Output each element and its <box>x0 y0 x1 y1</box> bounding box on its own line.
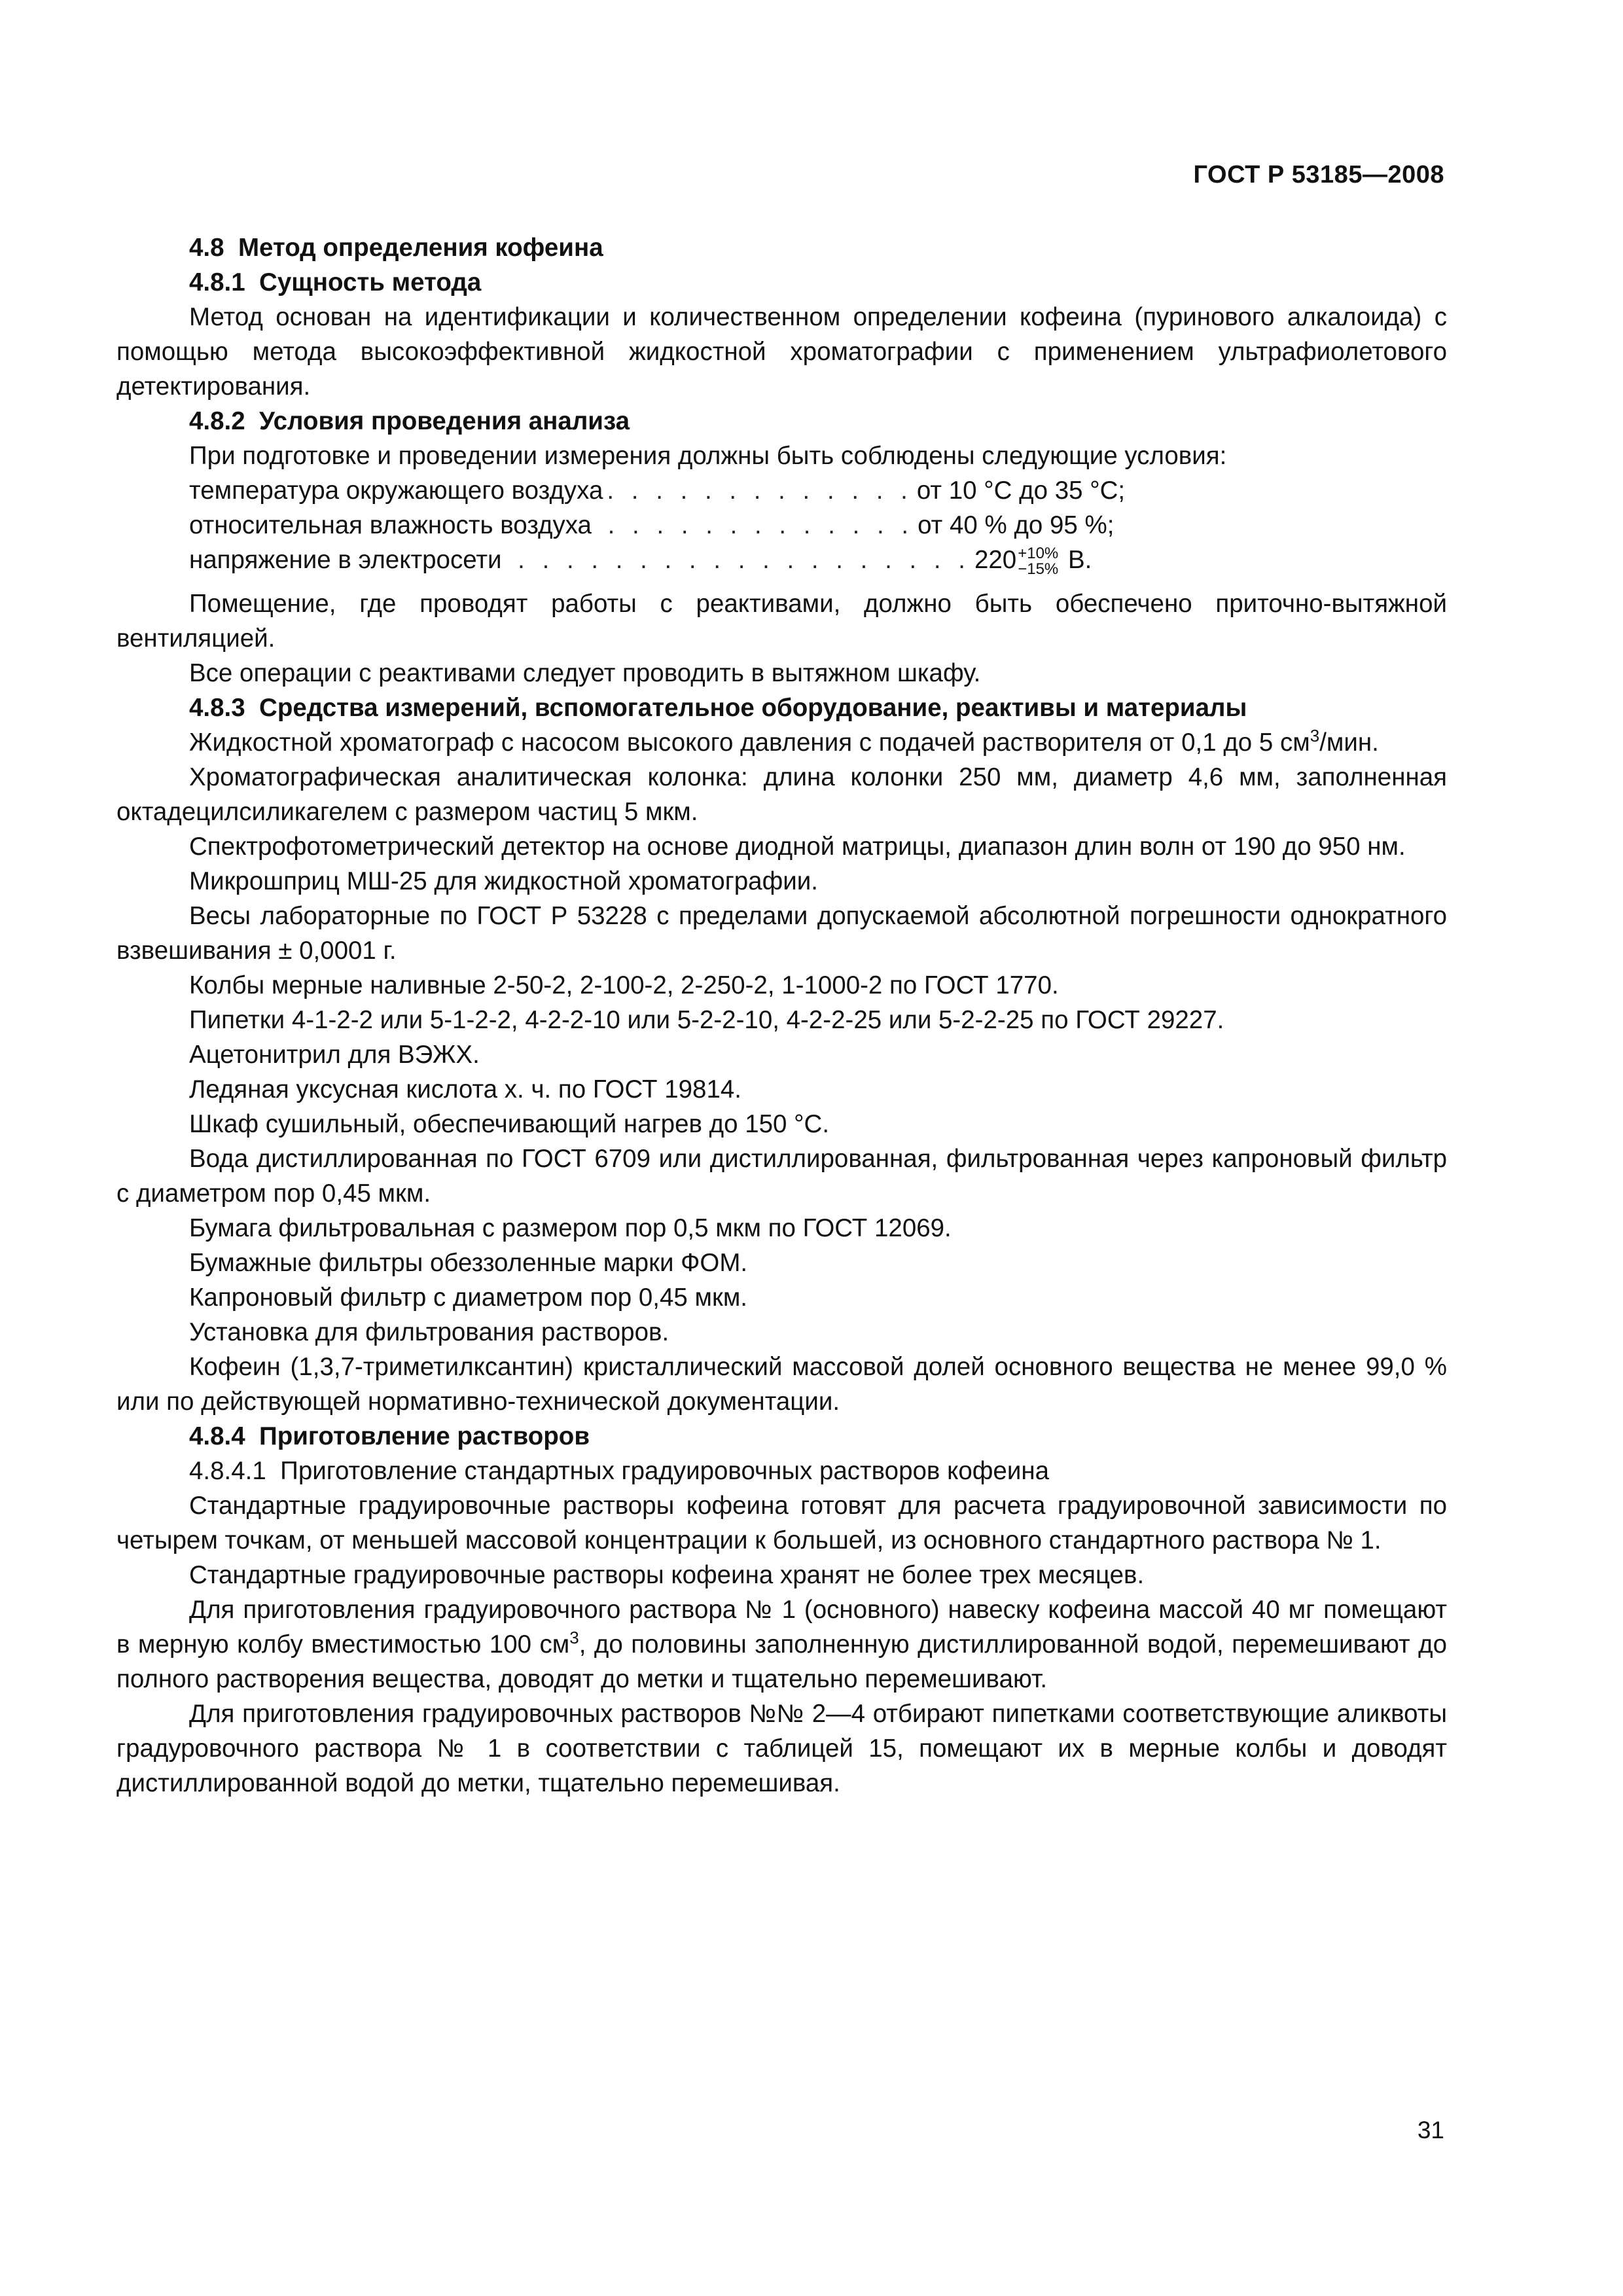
paragraph: Пипетки 4-1-2-2 или 5-1-2-2, 4-2-2-10 или 5-2-2-10, 4-2-2-25 или 5-2-2-25 по ГОСТ 29227. <box>189 1006 1224 1034</box>
document-body <box>116 230 1447 1801</box>
paragraph: Установка для фильтрования растворов. <box>189 1318 669 1346</box>
paragraph: Шкаф сушильный, обеспечивающий нагрев до 150 °С. <box>189 1110 830 1138</box>
paragraph: Колбы мерные наливные 2-50-2, 2-100-2, 2-250-2, 1-1000-2 по ГОСТ 1770. <box>189 971 1059 999</box>
subsection-heading-4-8-4-1 <box>116 1454 1447 1488</box>
section-heading-4-8-3 <box>116 691 1447 725</box>
condition-label: напряжение в электросети <box>189 546 502 574</box>
page-number: 31 <box>1417 2117 1444 2144</box>
section-number: 4.8 <box>189 234 224 262</box>
section-title: Средства измерений, вспомогательное оборудование, реактивы и материалы <box>259 694 1247 722</box>
section-title: Условия проведения анализа <box>259 407 630 435</box>
condition-row <box>189 543 1236 577</box>
voltage-unit: В. <box>1061 546 1092 574</box>
section-heading-4-8-1 <box>116 265 1447 300</box>
paragraph: Стандартные градуировочные растворы кофеина хранят не более трех месяцев. <box>189 1561 1145 1589</box>
paragraph: Вода дистиллированная по ГОСТ 6709 или дистиллированная, фильтрованная через капроновый фильтр с диаметром пор 0,45 мкм. <box>116 1145 1447 1208</box>
paragraph: Помещение, где проводят работы с реактивами, должно быть обеспечено приточно-вытяжной вентиляцией. <box>116 590 1447 653</box>
subsection-number: 4.8.4.1 <box>189 1457 266 1485</box>
dot-leader: . . . . . . . . . . . . . <box>607 476 913 505</box>
paragraph: Хроматографическая аналитическая колонка: длина колонки 250 мм, диаметр 4,6 мм, заполненная октадецилсиликагелем с размером частиц 5 мкм. <box>116 763 1447 826</box>
dot-leader: . . . . . . . . . . . . . <box>595 511 914 539</box>
paragraph <box>116 1592 1447 1696</box>
paragraph: Кофеин (1,3,7-триметилксантин) кристаллический массовой долей основного вещества не менее 99,0 % или по действующей нормативно-технической документации. <box>116 1353 1447 1416</box>
tolerance-upper: +10% <box>1018 544 1059 562</box>
dot-leader: . . . . . . . . . . . . . . . . . . . <box>505 546 971 574</box>
paragraph: Весы лабораторные по ГОСТ Р 53228 с пределами допускаемой абсолютной погрешности однократного взвешивания ± 0,0001 г. <box>116 902 1447 965</box>
paragraph: Спектрофотометрический детектор на основе диодной матрицы, диапазон длин волн от 190 до 950 нм. <box>189 833 1406 861</box>
text: Для приготовления градуировочного раствора № 1 (основного) навеску кофеина массой 40 мг помещают в мерную колбу вместимостью 100 см <box>116 1596 1447 1659</box>
superscript: 3 <box>1310 726 1320 745</box>
text: Жидкостной хроматограф с насосом высокого давления с подачей растворителя от 0,1 до 5 см <box>189 728 1310 757</box>
paragraph: При подготовке и проведении измерения должны быть соблюдены следующие условия: <box>189 442 1227 470</box>
paragraph: Метод основан на идентификации и количественном определении кофеина (пуринового алкалоида) с помощью метода высокоэффективной жидкостной хроматографии с применением ультрафиолетового детектирования. <box>116 303 1447 401</box>
condition-value: от 40 % до 95 %; <box>918 511 1115 539</box>
condition-value: от 10 °С до 35 °С; <box>916 476 1126 505</box>
section-number: 4.8.3 <box>189 694 245 722</box>
document-code: ГОСТ Р 53185—2008 <box>1193 161 1444 188</box>
section-heading-4-8-2 <box>116 404 1447 439</box>
text: /мин. <box>1319 728 1379 757</box>
paragraph: Все операции с реактивами следует проводить в вытяжном шкафу. <box>189 659 981 687</box>
condition-label: температура окружающего воздуха <box>189 476 603 505</box>
section-number: 4.8.4 <box>189 1422 245 1450</box>
section-title: Приготовление растворов <box>259 1422 590 1450</box>
section-title: Метод определения кофеина <box>238 234 603 262</box>
paragraph <box>116 725 1447 760</box>
voltage-base: 220 <box>974 546 1017 574</box>
paragraph: Ацетонитрил для ВЭЖХ. <box>189 1041 480 1069</box>
text: , до половины заполненную дистиллированной водой, перемешивают до полного растворения вещества, доводят до метки и тщательно перемешивают. <box>116 1630 1447 1693</box>
paragraph: Для приготовления градуировочных растворов №№ 2—4 отбирают пипетками соответствующие аликвоты градуровочного раствора № 1 в соответствии с таблицей 15, помещают их в мерные колбы и доводят дистиллированной водой до метки, тщательно перемешивая. <box>116 1700 1447 1797</box>
paragraph: Стандартные градуировочные растворы кофеина готовят для расчета градуировочной зависимости по четырем точкам, от меньшей массовой концентрации к большей, из основного стандартного раствора № 1. <box>116 1492 1447 1554</box>
superscript: 3 <box>569 1628 579 1647</box>
paragraph: Ледяная уксусная кислота х. ч. по ГОСТ 19814. <box>189 1075 741 1103</box>
section-title: Сущность метода <box>259 268 482 296</box>
section-number: 4.8.1 <box>189 268 245 296</box>
condition-label: относительная влажность воздуха <box>189 511 592 539</box>
condition-value <box>974 543 1092 577</box>
condition-row <box>189 473 1236 508</box>
tolerance-lower: −15% <box>1018 560 1059 578</box>
section-heading-4-8-4 <box>116 1419 1447 1454</box>
paragraph: Микрошприц МШ-25 для жидкостной хроматографии. <box>189 867 818 895</box>
subsection-title: Приготовление стандартных градуировочных растворов кофеина <box>280 1457 1050 1485</box>
paragraph: Бумажные фильтры обеззоленные марки ФОМ. <box>189 1249 748 1277</box>
paragraph: Капроновый фильтр с диаметром пор 0,45 мкм. <box>189 1283 747 1312</box>
condition-row <box>189 508 1236 543</box>
section-heading-4-8 <box>116 230 1447 265</box>
tolerance <box>1018 546 1058 577</box>
paragraph: Бумага фильтровальная с размером пор 0,5 мкм по ГОСТ 12069. <box>189 1214 952 1242</box>
section-number: 4.8.2 <box>189 407 245 435</box>
